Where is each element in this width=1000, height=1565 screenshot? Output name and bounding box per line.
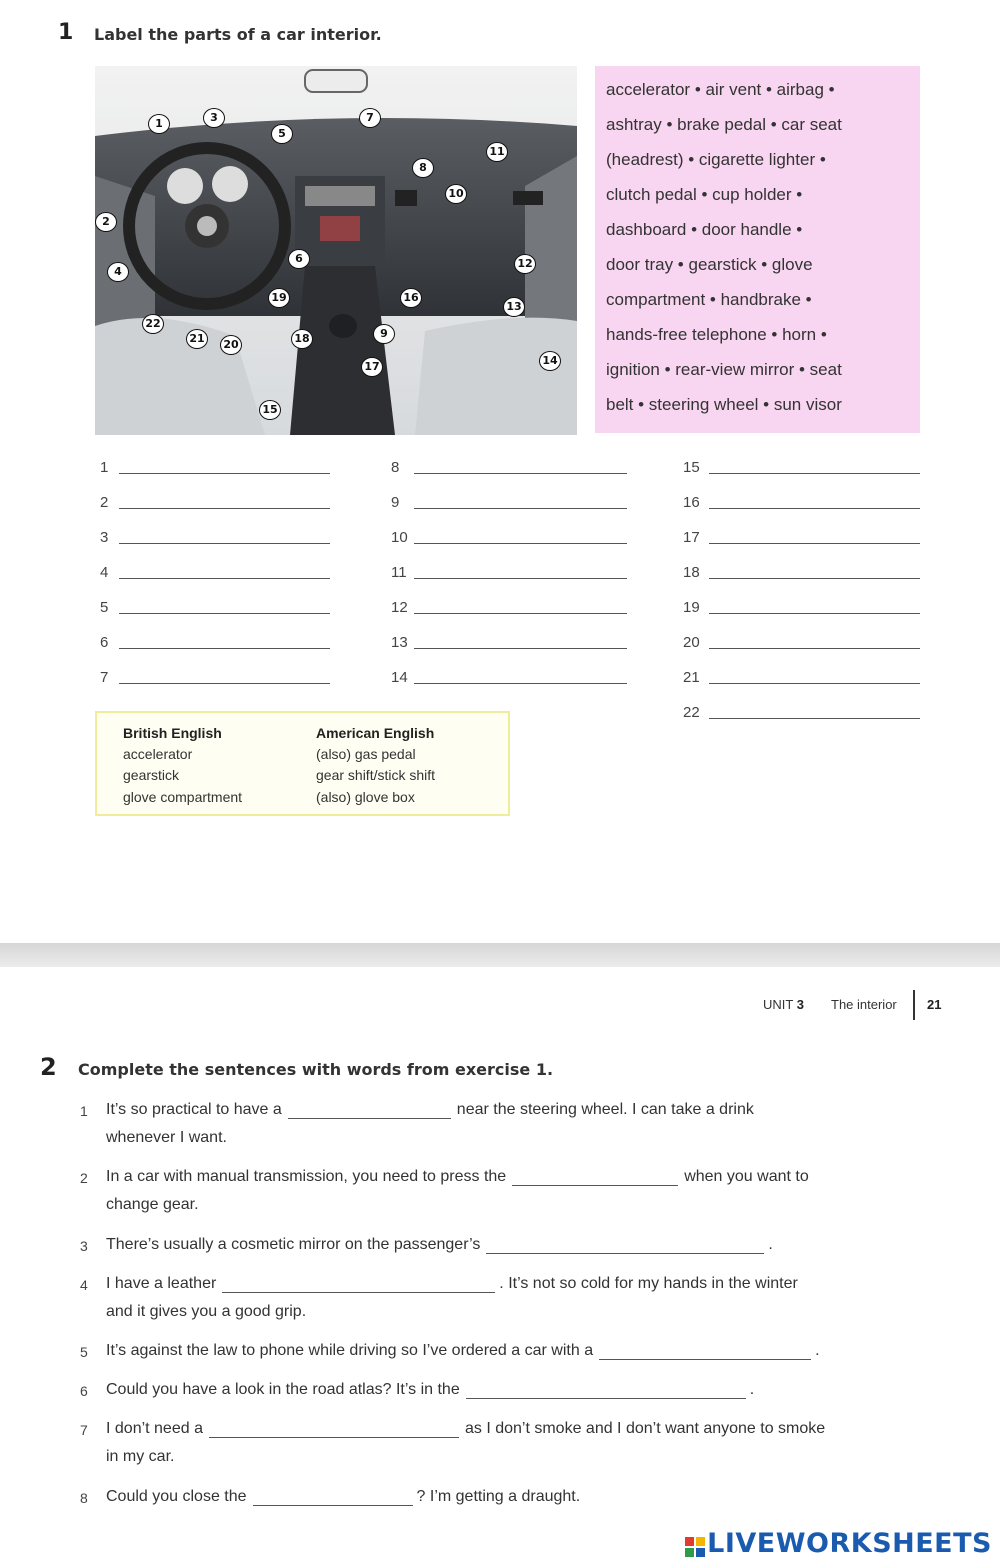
liveworksheets-logo: [685, 1528, 992, 1559]
sentence-text: It’s so practical to have a: [106, 1101, 282, 1118]
answer-blank[interactable]: [414, 648, 627, 649]
glossary-american-term: (also) gas pedal: [316, 746, 416, 762]
answer-number: 18: [683, 564, 700, 581]
answer-blank[interactable]: [709, 648, 920, 649]
glossary-header-american: American English: [316, 725, 435, 741]
answer-number: 2: [100, 494, 109, 511]
answer-number: 8: [391, 459, 400, 476]
glossary-british-term: glove compartment: [123, 789, 243, 805]
answer-blank[interactable]: [119, 683, 330, 684]
answer-blank[interactable]: [414, 508, 627, 509]
sentence-continuation: change gear.: [106, 1196, 199, 1213]
callout-15: 15: [259, 400, 281, 420]
word-box-line: (headrest) • cigarette lighter •: [606, 150, 826, 169]
unit-label: UNIT: [763, 997, 794, 1012]
sentence-text-after: when you want to: [684, 1168, 809, 1185]
sentence-continuation: whenever I want.: [106, 1129, 227, 1146]
exercise-2-number: 2: [40, 1053, 57, 1081]
sentence-text-after: .: [815, 1342, 820, 1359]
answer-number: 12: [391, 599, 408, 616]
glossary-american-term: gear shift/stick shift: [316, 767, 436, 783]
sentence-number: 3: [80, 1238, 88, 1254]
answer-number: 9: [391, 494, 400, 511]
answer-number: 16: [683, 494, 700, 511]
answer-blank[interactable]: [414, 578, 627, 579]
sentence-number: 7: [80, 1422, 88, 1438]
sentence-number: 2: [80, 1170, 88, 1186]
sentence-blank[interactable]: [288, 1118, 451, 1119]
answer-number: 19: [683, 599, 700, 616]
callout-21: 21: [186, 329, 208, 349]
sentence-number: 4: [80, 1277, 88, 1293]
answer-blank[interactable]: [414, 473, 627, 474]
answer-blank[interactable]: [119, 473, 330, 474]
sentence-text-after: ? I’m getting a draught.: [416, 1488, 581, 1505]
exercise-2-title: Complete the sentences with words from exercise 1.: [78, 1060, 554, 1079]
sentence-blank[interactable]: [599, 1359, 811, 1360]
sentence-blank[interactable]: [466, 1398, 746, 1399]
sentence-text: In a car with manual transmission, you need to press the: [106, 1168, 507, 1185]
sentence-blank[interactable]: [512, 1185, 678, 1186]
answer-number: 6: [100, 634, 109, 651]
sentence-blank[interactable]: [486, 1253, 764, 1254]
glossary-american-term: (also) glove box: [316, 789, 415, 805]
callout-17: 17: [361, 357, 383, 377]
answer-blank[interactable]: [709, 473, 920, 474]
callout-12: 12: [514, 254, 536, 274]
callout-16: 16: [400, 288, 422, 308]
word-box-line: ashtray • brake pedal • car seat: [606, 115, 842, 134]
callout-14: 14: [539, 351, 561, 371]
word-box-line: compartment • handbrake •: [606, 290, 812, 309]
sentence-text-after: .: [768, 1236, 773, 1253]
answer-number: 5: [100, 599, 109, 616]
callout-1: 1: [148, 114, 170, 134]
answer-number: 4: [100, 564, 109, 581]
sentence-text: I have a leather: [106, 1275, 217, 1292]
unit-number: 3: [796, 997, 804, 1012]
callout-7: 7: [359, 108, 381, 128]
answer-number: 22: [683, 704, 700, 721]
answer-number: 15: [683, 459, 700, 476]
sentence-continuation: and it gives you a good grip.: [106, 1303, 307, 1320]
callout-10: 10: [445, 184, 467, 204]
sentence-text: There’s usually a cosmetic mirror on the passenger’s: [106, 1236, 481, 1253]
answer-number: 20: [683, 634, 700, 651]
answer-blank[interactable]: [119, 648, 330, 649]
answer-blank[interactable]: [119, 543, 330, 544]
answer-blank[interactable]: [414, 613, 627, 614]
british-american-glossary: [95, 711, 510, 816]
callout-4: 4: [107, 262, 129, 282]
answer-number: 13: [391, 634, 408, 651]
callout-9: 9: [373, 324, 395, 344]
sentence-blank[interactable]: [209, 1437, 459, 1438]
answer-blank[interactable]: [709, 683, 920, 684]
sentence-text: It’s against the law to phone while driving so I’ve ordered a car with a: [106, 1342, 594, 1359]
answer-number: 17: [683, 529, 700, 546]
sentence-continuation: in my car.: [106, 1448, 175, 1465]
answer-blank[interactable]: [709, 543, 920, 544]
answer-blank[interactable]: [709, 718, 920, 719]
callout-3: 3: [203, 108, 225, 128]
sentence-text: I don’t need a: [106, 1420, 203, 1437]
callout-8: 8: [412, 158, 434, 178]
word-box-line: belt • steering wheel • sun visor: [606, 395, 842, 414]
callout-18: 18: [291, 329, 313, 349]
sentence-text-after: .: [749, 1381, 755, 1398]
word-box-line: dashboard • door handle •: [606, 220, 803, 239]
answer-number: 14: [391, 669, 408, 686]
callout-11: 11: [486, 142, 508, 162]
answer-number: 21: [683, 669, 700, 686]
sentence-blank[interactable]: [253, 1505, 413, 1506]
word-box: [595, 66, 920, 433]
sentence-text: Could you have a look in the road atlas? It’s in the: [106, 1381, 460, 1398]
logo-icon: [685, 1533, 705, 1553]
answer-number: 11: [391, 564, 407, 581]
answer-blank[interactable]: [119, 613, 330, 614]
callout-5: 5: [271, 124, 293, 144]
callout-13: 13: [503, 297, 525, 317]
answer-number: 7: [100, 669, 109, 686]
word-box-line: accelerator • air vent • airbag •: [606, 80, 835, 99]
sentence-number: 1: [80, 1103, 88, 1119]
answer-blank[interactable]: [119, 508, 330, 509]
callout-19: 19: [268, 288, 290, 308]
page-header-rule: [913, 990, 915, 1020]
glossary-british-term: gearstick: [123, 767, 180, 783]
word-box-line: hands-free telephone • horn •: [606, 325, 827, 344]
page-number: 21: [927, 997, 942, 1012]
answer-blank[interactable]: [414, 683, 627, 684]
answer-number: 3: [100, 529, 109, 546]
logo-text: LIVEWORKSHEETS: [707, 1528, 992, 1559]
page-header-section: The interior: [831, 997, 897, 1012]
callout-22: 22: [142, 314, 164, 334]
answer-number: 1: [100, 459, 109, 476]
word-box-line: door tray • gearstick • glove: [606, 255, 813, 274]
sentence-number: 6: [80, 1383, 88, 1399]
answer-blank[interactable]: [119, 578, 330, 579]
glossary-header-british: British English: [123, 725, 222, 741]
exercise-1-title: Label the parts of a car interior.: [94, 25, 382, 44]
exercise-1-number: 1: [58, 20, 74, 45]
sentence-text-after: near the steering wheel. I can take a drink: [456, 1101, 754, 1118]
sentence-number: 8: [80, 1490, 88, 1506]
answer-blank[interactable]: [709, 613, 920, 614]
answer-number: 10: [391, 529, 408, 546]
glossary-british-term: accelerator: [123, 746, 193, 762]
callout-2: 2: [95, 212, 117, 232]
sentence-text: Could you close the: [106, 1488, 247, 1505]
answer-blank[interactable]: [414, 543, 627, 544]
sentence-number: 5: [80, 1344, 88, 1360]
page-divider: [0, 943, 1000, 967]
word-box-line: clutch pedal • cup holder •: [606, 185, 803, 204]
sentence-text-after: . It’s not so cold for my hands in the winter: [499, 1275, 798, 1292]
callout-20: 20: [220, 335, 242, 355]
answer-blank[interactable]: [709, 578, 920, 579]
answer-blank[interactable]: [709, 508, 920, 509]
page-header-unit: [763, 997, 804, 1012]
sentence-text-after: as I don’t smoke and I don’t want anyone to smoke: [464, 1420, 826, 1437]
callout-6: 6: [288, 249, 310, 269]
car-interior-photo: [95, 66, 577, 435]
word-box-line: ignition • rear-view mirror • seat: [606, 360, 842, 379]
sentence-blank[interactable]: [222, 1292, 495, 1293]
